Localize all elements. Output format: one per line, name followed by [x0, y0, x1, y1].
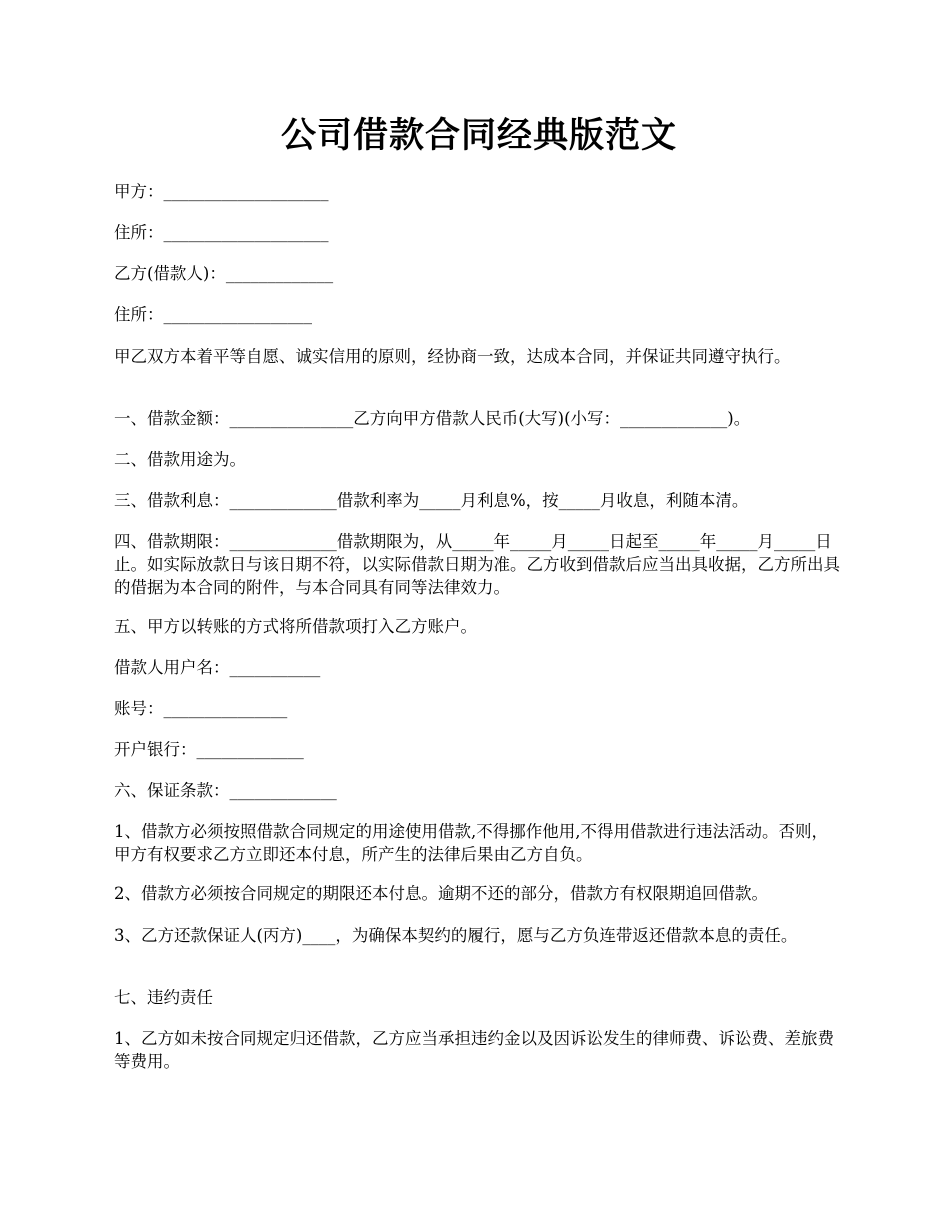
party-b-field: 乙方(借款人)：_____________	[114, 264, 334, 283]
party-a-field: 甲方：____________________	[114, 182, 329, 201]
guarantee-item-1: 1、借款方必须按照借款合同规定的用途使用借款,不得挪作他用,不得用借款进行违法活动。否则，甲方有权要求乙方立即还本付息，所产生的法律后果由乙方自负。	[114, 822, 828, 864]
clause-loan-interest: 三、借款利息：_____________借款利率为_____月利息%，按_____月收息，利随本清。	[114, 491, 749, 510]
clause-breach-heading: 七、违约责任	[114, 988, 213, 1007]
guarantee-item-2: 2、借款方必须按合同规定的期限还本付息。逾期不还的部分，借款方有权限期追回借款。	[114, 884, 768, 903]
clause-guarantee: 六、保证条款：_____________	[114, 781, 337, 800]
party-a-address-field: 住所：____________________	[114, 223, 329, 242]
clause-loan-amount: 一、借款金额：_______________乙方向甲方借款人民币(大写)(小写：_____________)。	[114, 409, 751, 428]
party-b-address-field: 住所：__________________	[114, 305, 312, 324]
preamble-paragraph: 甲乙双方本着平等自愿、诚实信用的原则，经协商一致，达成本合同，并保证共同遵守执行。	[114, 347, 791, 366]
clause-loan-purpose: 二、借款用途为。	[114, 450, 246, 469]
breach-item-1: 1、乙方如未按合同规定归还借款，乙方应当承担违约金以及因诉讼发生的律师费、诉讼费、差旅费等费用。	[114, 1029, 834, 1071]
account-name-field: 借款人用户名：___________	[114, 658, 321, 677]
clause-transfer: 五、甲方以转账的方式将所借款项打入乙方账户。	[114, 617, 477, 636]
account-number-field: 账号：_______________	[114, 699, 288, 718]
guarantee-item-3: 3、乙方还款保证人(丙方)____，为确保本契约的履行，愿与乙方负连带返还借款本息的责任。	[114, 926, 798, 945]
bank-field: 开户银行：_____________	[114, 740, 304, 759]
clause-loan-term: 四、借款期限：_____________借款期限为，从_____年_____月_____日起至_____年_____月_____日止。如实际放款日与该日期不符，以实际借款日期为准。乙方收到借款后应当出具收据，乙方所出具的借据为本合同的附件，与本合同具有同等法律效力。	[114, 532, 840, 597]
document-title: 公司借款合同经典版范文	[280, 115, 677, 156]
